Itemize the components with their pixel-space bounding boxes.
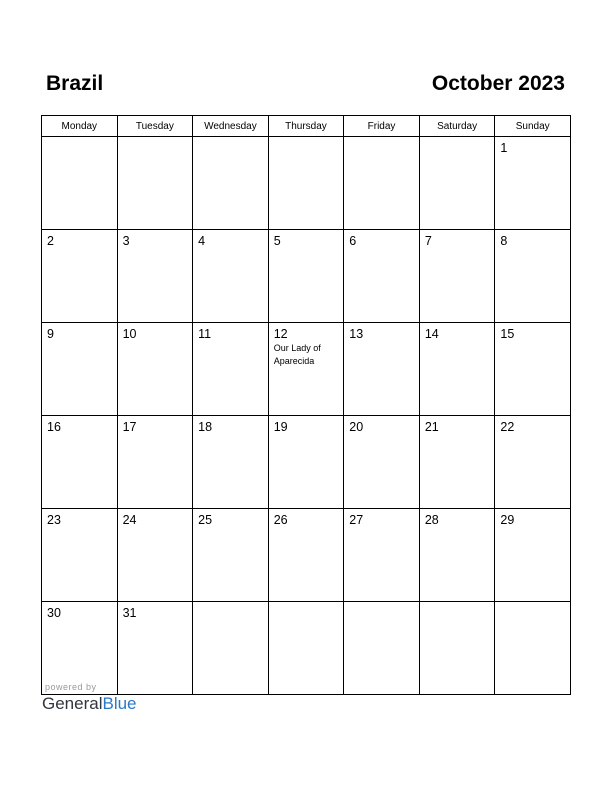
day-cell	[193, 323, 269, 416]
day-cell	[495, 509, 571, 602]
day-number: 22	[500, 420, 515, 434]
weekday-header: Sunday	[495, 116, 571, 137]
day-number: 20	[349, 420, 364, 434]
day-number: 5	[273, 234, 281, 248]
week-row	[42, 509, 571, 602]
day-number: 7	[424, 234, 432, 248]
day-cell	[42, 416, 118, 509]
day-number: 21	[424, 420, 439, 434]
brand-general-text: General	[42, 694, 103, 713]
day-cell	[344, 509, 420, 602]
day-number: 30	[47, 606, 61, 620]
day-cell	[419, 137, 495, 230]
day-cell	[268, 323, 344, 416]
brand-blue-text: Blue	[102, 694, 137, 713]
day-number: 18	[198, 420, 213, 434]
weekday-header: Thursday	[268, 116, 344, 137]
day-number: 13	[349, 327, 364, 341]
day-cell	[42, 323, 118, 416]
day-number: 15	[500, 327, 515, 341]
day-cell	[117, 509, 193, 602]
holiday-label: Our Lady of Aparecida	[273, 343, 321, 366]
weekday-header: Wednesday	[193, 116, 269, 137]
weekday-header: Monday	[42, 116, 118, 137]
powered-by-text: powered by	[45, 682, 97, 692]
powered-by-footer	[42, 681, 182, 717]
day-cell	[419, 416, 495, 509]
week-row	[42, 137, 571, 230]
day-cell	[193, 509, 269, 602]
day-number: 17	[122, 420, 137, 434]
day-cell	[344, 416, 420, 509]
day-number: 11	[198, 327, 212, 341]
day-cell	[495, 230, 571, 323]
country-title: Brazil	[46, 72, 104, 95]
day-number: 29	[500, 513, 515, 527]
day-number: 14	[424, 327, 439, 341]
month-calendar-grid	[41, 115, 571, 695]
weekday-header: Friday	[344, 116, 420, 137]
week-row	[42, 323, 571, 416]
day-cell	[419, 509, 495, 602]
day-cell	[419, 323, 495, 416]
day-number: 26	[273, 513, 288, 527]
day-cell	[117, 137, 193, 230]
day-cell	[42, 230, 118, 323]
day-cell	[495, 137, 571, 230]
weekday-header-row	[42, 116, 571, 137]
day-cell	[495, 602, 571, 695]
weekday-header: Saturday	[419, 116, 495, 137]
day-cell	[193, 137, 269, 230]
day-cell	[344, 602, 420, 695]
month-year-title: October 2023	[431, 72, 565, 95]
week-row	[42, 230, 571, 323]
day-cell	[495, 416, 571, 509]
calendar-header	[41, 70, 571, 100]
weekday-header: Tuesday	[117, 116, 193, 137]
day-number: 3	[122, 234, 130, 248]
day-cell	[42, 509, 118, 602]
day-cell	[268, 602, 344, 695]
day-cell	[419, 230, 495, 323]
day-cell	[117, 323, 193, 416]
day-number: 25	[198, 513, 213, 527]
day-cell	[193, 416, 269, 509]
day-cell	[117, 416, 193, 509]
day-number: 12	[273, 327, 288, 341]
day-number: 10	[122, 327, 137, 341]
generalblue-logo[interactable]	[42, 694, 182, 714]
day-number: 19	[273, 420, 288, 434]
day-cell	[193, 602, 269, 695]
day-number: 23	[47, 513, 61, 527]
day-cell	[268, 137, 344, 230]
day-number: 9	[47, 327, 54, 341]
day-cell	[268, 416, 344, 509]
day-cell	[344, 230, 420, 323]
day-cell	[117, 230, 193, 323]
day-cell	[495, 323, 571, 416]
day-number: 2	[47, 234, 54, 248]
day-cell	[268, 230, 344, 323]
day-cell	[268, 509, 344, 602]
day-number: 27	[349, 513, 364, 527]
day-number: 24	[122, 513, 137, 527]
day-cell	[419, 602, 495, 695]
day-number: 1	[500, 141, 508, 155]
day-number: 8	[500, 234, 508, 248]
day-number: 4	[198, 234, 206, 248]
day-number: 16	[47, 420, 61, 434]
day-cell	[193, 230, 269, 323]
day-number: 6	[349, 234, 357, 248]
day-number: 28	[424, 513, 439, 527]
day-cell	[344, 137, 420, 230]
week-row	[42, 416, 571, 509]
day-cell	[42, 137, 118, 230]
day-number: 31	[122, 606, 137, 620]
day-cell	[344, 323, 420, 416]
